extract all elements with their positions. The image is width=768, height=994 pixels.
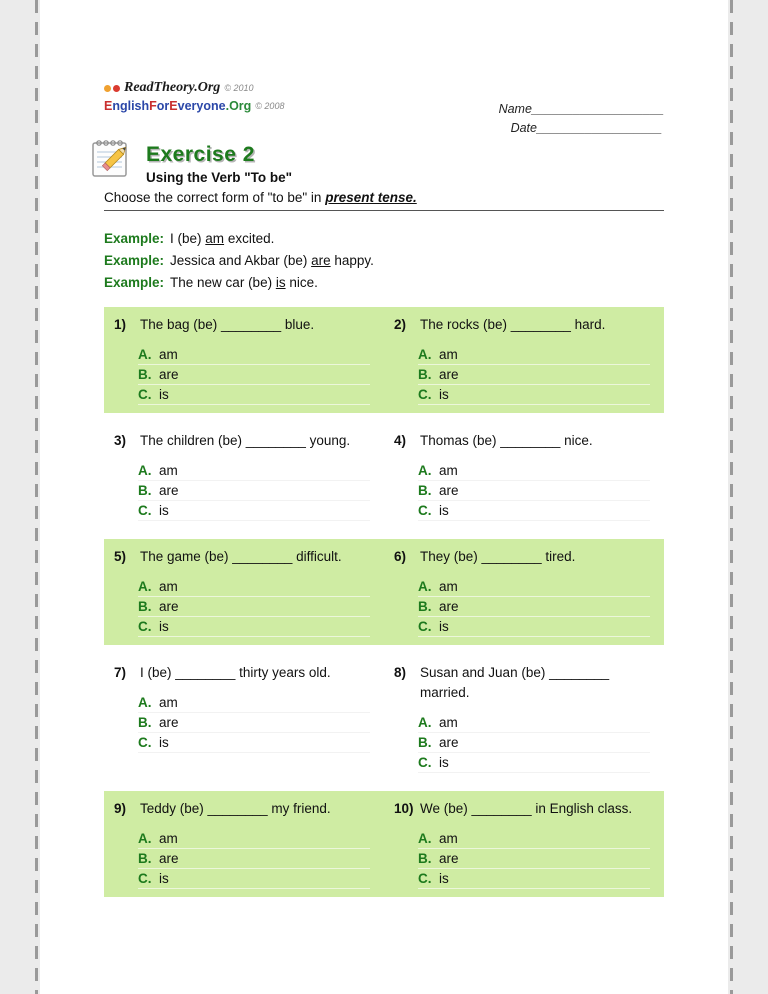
readtheory-logo-text: ReadTheory.Org [124,80,221,95]
example-text: happy. [330,253,374,268]
question-row [104,423,664,529]
choice-a [418,713,650,733]
choice-letter: C. [138,735,152,750]
choice-a [418,577,650,597]
choice-letter: C. [418,387,432,402]
logos [104,80,284,113]
example-answer: are [311,253,331,268]
choice-letter: B. [418,483,432,498]
choice-value: is [439,755,449,770]
question-grid [104,307,664,897]
example-answer: am [205,231,225,246]
question-row [104,791,664,897]
question-4 [384,423,664,529]
choices [418,713,650,773]
choice-b [138,713,370,733]
notepad-pencil-icon [90,135,136,186]
choice-b [418,597,650,617]
name-field: Name___________________ [498,102,664,116]
choice-b [418,481,650,501]
choice-c [418,869,650,889]
choices [138,693,370,753]
question-body: Teddy (be) ________ my friend. [140,801,331,816]
question-number: 6) [394,549,407,564]
choice-a [138,577,370,597]
readtheory-logo [104,80,284,96]
logo2-segment: veryone [177,99,226,113]
choice-letter: C. [418,755,432,770]
question-text [394,315,656,335]
choices [138,577,370,637]
choice-value: are [159,851,179,866]
logo2-segment: F [149,99,157,113]
choices [138,461,370,521]
choice-value: are [439,851,459,866]
question-number: 2) [394,317,407,332]
choice-value: are [439,735,459,750]
choice-letter: C. [138,503,152,518]
examples [104,231,664,291]
choice-value: are [159,367,179,382]
choices [418,829,650,889]
choice-letter: B. [138,599,152,614]
choice-letter: A. [138,695,152,710]
choices [138,345,370,405]
page-edge-dashes-right [730,0,733,994]
choice-value: is [159,619,169,634]
choice-b [138,597,370,617]
choice-value: am [159,463,178,478]
englishforeveryone-copyright: © 2008 [255,101,285,111]
choice-a [418,829,650,849]
question-body: Thomas (be) ________ nice. [420,433,593,448]
choice-c [138,733,370,753]
choice-letter: B. [138,851,152,866]
example-text: excited. [224,231,275,246]
title-row [90,135,664,186]
logo2-segment: or [156,99,170,113]
choice-letter: A. [138,463,152,478]
question-body: The bag (be) ________ blue. [140,317,315,332]
choice-a [138,693,370,713]
example-text: I (be) [170,231,206,246]
choice-letter: C. [138,871,152,886]
choice-letter: C. [138,619,152,634]
choice-value: are [159,483,179,498]
question-body: The game (be) ________ difficult. [140,549,342,564]
choice-value: is [439,387,449,402]
choice-letter: B. [418,735,432,750]
choice-c [418,501,650,521]
question-text [394,431,656,451]
choice-letter: C. [418,619,432,634]
choices [418,577,650,637]
example-text: Jessica and Akbar (be) [170,253,312,268]
choice-value: is [159,387,169,402]
example-text: nice. [285,275,318,290]
question-number: 4) [394,433,407,448]
question-body: Susan and Juan (be) ________ married. [420,665,610,700]
choice-c [138,501,370,521]
example-label: Example: [104,253,165,268]
choice-c [138,617,370,637]
choice-letter: C. [418,503,432,518]
readtheory-copyright: © 2010 [224,83,254,93]
page-edge-dashes-left [35,0,38,994]
choice-letter: C. [138,387,152,402]
choice-letter: C. [418,871,432,886]
question-8 [384,655,664,781]
question-text [114,315,376,335]
question-row [104,539,664,645]
subtitle: Using the Verb "To be" [146,170,293,185]
choice-letter: A. [138,347,152,362]
choices [138,829,370,889]
question-text [394,799,656,819]
choice-letter: B. [138,367,152,382]
question-5 [104,539,384,645]
choice-letter: A. [418,579,432,594]
question-body: We (be) ________ in English class. [420,801,633,816]
question-number: 3) [114,433,127,448]
choice-value: is [159,871,169,886]
choice-letter: B. [138,715,152,730]
question-6 [384,539,664,645]
header [104,80,664,135]
choice-value: is [439,503,449,518]
choice-value: are [439,599,459,614]
choice-c [418,753,650,773]
choice-letter: B. [418,599,432,614]
question-number: 9) [114,801,127,816]
choice-a [138,461,370,481]
logo2-segment: E [104,99,113,113]
choice-value: am [439,715,458,730]
example-line [104,231,664,247]
choice-value: is [159,735,169,750]
logo2-segment: nglish [112,99,150,113]
choice-value: am [159,695,178,710]
instruction-emphasis: present tense. [325,190,417,205]
choice-letter: A. [138,579,152,594]
question-3 [104,423,384,529]
choice-value: am [159,831,178,846]
choice-value: am [439,463,458,478]
question-7 [104,655,384,781]
logo2-segment: E [169,99,178,113]
choice-letter: A. [418,347,432,362]
question-body: The rocks (be) ________ hard. [420,317,606,332]
choice-b [418,733,650,753]
question-number: 5) [114,549,127,564]
title-block [146,135,292,185]
choice-b [138,365,370,385]
choice-value: is [439,871,449,886]
question-number: 1) [114,317,127,332]
logo2-segment: .Org [225,99,252,113]
choices [418,345,650,405]
logo-dot-red-icon [113,85,120,92]
choice-value: is [439,619,449,634]
question-body: I (be) ________ thirty years old. [140,665,331,680]
example-label: Example: [104,231,165,246]
choice-value: am [159,347,178,362]
choices [418,461,650,521]
worksheet-page [40,0,728,994]
choice-letter: B. [418,367,432,382]
choice-c [418,385,650,405]
question-text [114,547,376,567]
question-text [394,663,656,703]
choice-c [418,617,650,637]
choice-letter: A. [138,831,152,846]
question-row [104,307,664,413]
question-2 [384,307,664,413]
choice-a [138,829,370,849]
choice-letter: A. [418,831,432,846]
question-number: 10) [394,801,414,816]
choice-c [138,869,370,889]
divider [104,210,664,211]
example-answer: is [275,275,286,290]
instruction-text: Choose the correct form of "to be" in [104,190,326,205]
choice-b [418,849,650,869]
question-text [114,799,376,819]
example-line [104,275,664,291]
choice-b [138,849,370,869]
choice-a [418,345,650,365]
choice-c [138,385,370,405]
question-body: They (be) ________ tired. [420,549,576,564]
choice-value: are [159,715,179,730]
choice-value: is [159,503,169,518]
question-number: 8) [394,665,407,680]
choice-value: am [439,579,458,594]
choice-b [138,481,370,501]
question-row [104,655,664,781]
example-line [104,253,664,269]
choice-value: am [159,579,178,594]
question-text [114,431,376,451]
choice-letter: B. [418,851,432,866]
question-text [394,547,656,567]
instruction [104,190,664,205]
example-text: The new car (be) [170,275,276,290]
choice-value: am [439,347,458,362]
choice-value: are [439,367,459,382]
question-text [114,663,376,683]
question-1 [104,307,384,413]
choice-b [418,365,650,385]
choice-a [418,461,650,481]
date-field: Date__________________ [510,121,663,135]
choice-value: am [439,831,458,846]
choice-letter: B. [138,483,152,498]
page-title: Exercise 2 [146,143,255,166]
choice-letter: A. [418,463,432,478]
choice-letter: A. [418,715,432,730]
question-number: 7) [114,665,127,680]
example-label: Example: [104,275,165,290]
question-9 [104,791,384,897]
question-body: The children (be) ________ young. [140,433,351,448]
englishforeveryone-logo [104,99,284,113]
choice-a [138,345,370,365]
choice-value: are [439,483,459,498]
question-10 [384,791,664,897]
logo-dot-orange-icon [104,85,111,92]
choice-value: are [159,599,179,614]
name-date-fields [499,102,664,135]
